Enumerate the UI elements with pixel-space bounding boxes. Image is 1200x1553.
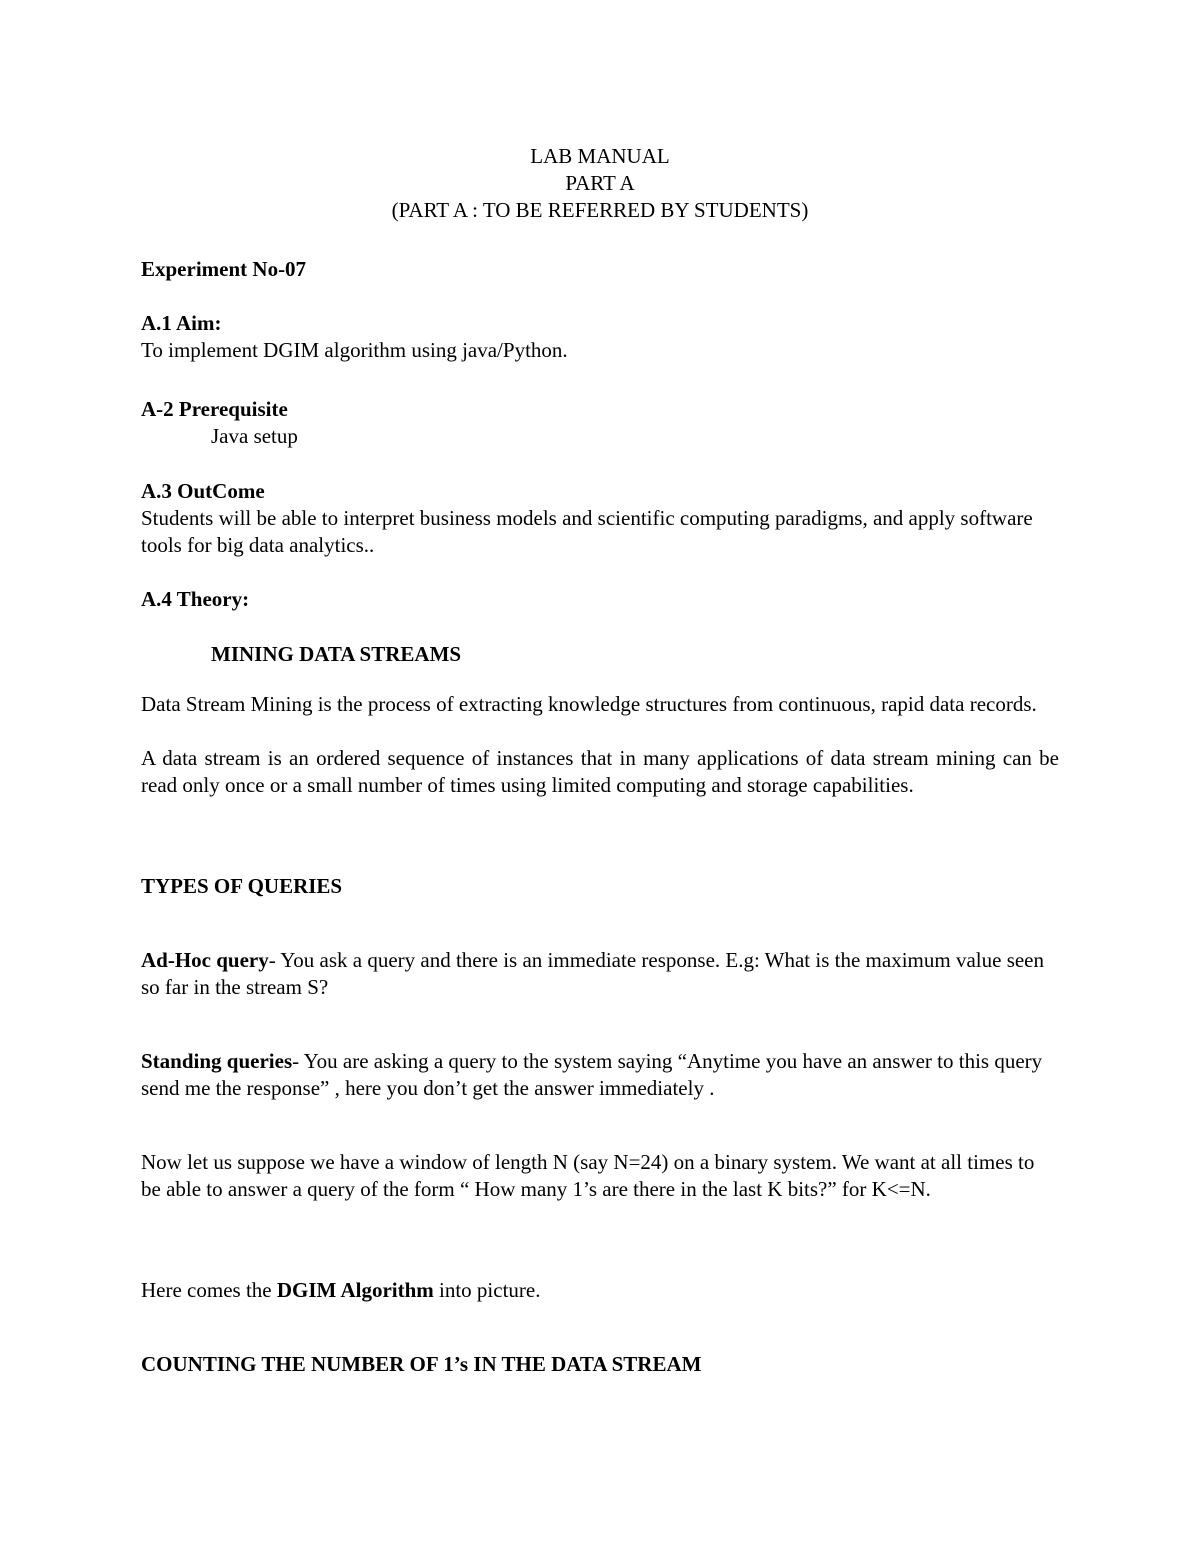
adhoc-query-paragraph — [141, 947, 1059, 1001]
dgim-intro-paragraph — [141, 1277, 1059, 1304]
window-paragraph: Now let us suppose we have a window of length N (say N=24) on a binary system. We want at all times to be able to answer a query of the form “ How many 1’s are there in the last K bits?” for K<=N. — [141, 1150, 1035, 1201]
theory-heading: A.4 Theory: — [141, 587, 250, 611]
prerequisite-heading: A-2 Prerequisite — [141, 397, 288, 421]
experiment-number: Experiment No-07 — [141, 257, 307, 281]
aim-text: To implement DGIM algorithm using java/Python. — [141, 338, 568, 362]
standing-query-term: Standing queries — [141, 1049, 293, 1073]
dgim-intro-after: into picture. — [433, 1278, 541, 1302]
outcome-text: Students will be able to interpret business models and scientific computing paradigms, and apply software tools for big data analytics.. — [141, 506, 1033, 557]
theory-paragraph-2: A data stream is an ordered sequence of instances that in many applications of data stream mining can be read only once or a small number of times using limited computing and storage capabilities. — [141, 746, 1059, 797]
adhoc-query-text: - You ask a query and there is an immediate response. E.g: What is the maximum value seen so far in the stream S? — [141, 948, 1045, 999]
theory-subheading: MINING DATA STREAMS — [211, 642, 462, 666]
theory-paragraph-1: Data Stream Mining is the process of extracting knowledge structures from continuous, rapid data records. — [141, 692, 1037, 716]
standing-query-text: - You are asking a query to the system saying “Anytime you have an answer to this query send me the response” , here you don’t get the answer immediately . — [141, 1049, 1043, 1100]
prerequisite-text: Java setup — [211, 424, 298, 448]
dgim-intro-before: Here comes the — [141, 1278, 277, 1302]
queries-heading: TYPES OF QUERIES — [141, 874, 343, 898]
aim-heading: A.1 Aim: — [141, 311, 222, 335]
counting-heading: COUNTING THE NUMBER OF 1’s IN THE DATA STREAM — [141, 1352, 702, 1376]
part-label: PART A — [565, 171, 635, 195]
manual-title: LAB MANUAL — [530, 144, 670, 168]
standing-query-paragraph — [141, 1048, 1059, 1102]
adhoc-query-term: Ad-Hoc query — [141, 948, 269, 972]
outcome-heading: A.3 OutCome — [141, 479, 265, 503]
part-subtitle: (PART A : TO BE REFERRED BY STUDENTS) — [391, 198, 809, 222]
dgim-term: DGIM Algorithm — [276, 1278, 434, 1302]
